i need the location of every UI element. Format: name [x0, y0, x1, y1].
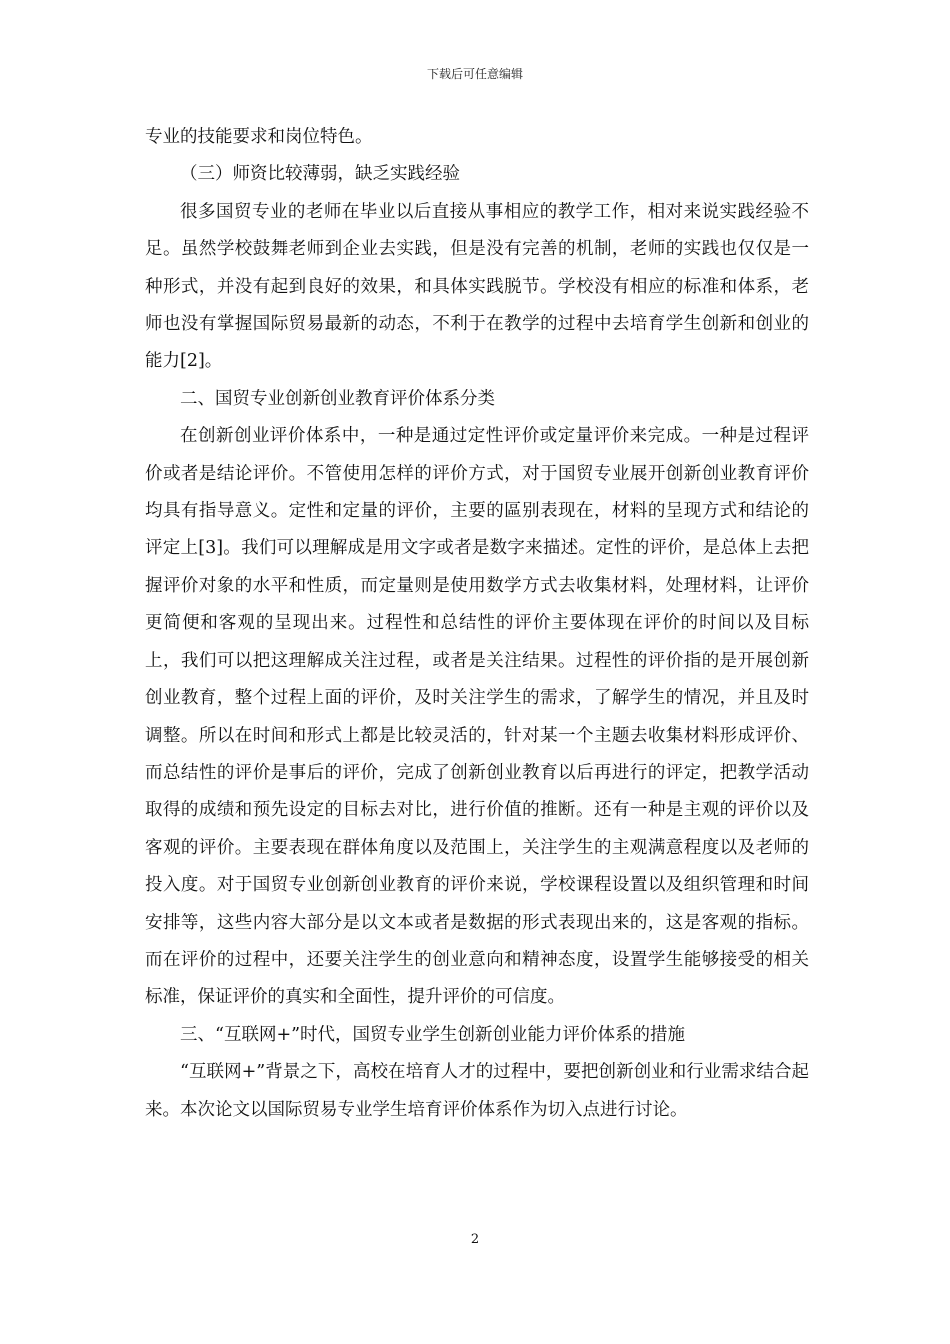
section-heading-3: （三）师资比较薄弱，缺乏实践经验: [180, 164, 460, 185]
paragraph-evaluation-types: 在创新创业评价体系中，一种是通过定性评价或定量评价来完成。一种是过程评价或者是结论评价。不管使用怎样的评价方式，对于国贸专业展开创新创业教育评价均具有指导意义。定性和定量的评价，主要的區别表现在，材料的呈现方式和结论的评定上[3]。我们可以理解成是用文字或者是数字来描述。定性的评价，是总体上去把握评价对象的水平和性质，而定量则是使用数学方式去收集材料，处理材料，让评价更简便和客观的呈现出来。过程性和总结性的评价主要体现在评价的时间以及目标上，我们可以把这理解成关注过程，或者是关注结果。过程性的评价指的是开展创新创业教育，整个过程上面的评价，及时关注学生的需求，了解学生的情况，并且及时调整。所以在时间和形式上都是比较灵活的，针对某一个主题去收集材料形成评价、而总结性的评价是事后的评价，完成了创新创业教育以后再进行的评定，把教学活动取得的成绩和预先设定的目标去对比，进行价值的推断。还有一种是主观的评价以及客观的评价。主要表现在群体角度以及范围上，关注学生的主观满意程度以及老师的投入度。对于国贸专业创新创业教育的评价来说，学校课程设置以及组织管理和时间安排等，这些内容大部分是以文本或者是数据的形式表现出来的，这是客观的指标。而在评价的过程中，还要关注学生的创业意向和精神态度，设置学生能够接受的相关标准，保证评价的真实和全面性，提升评价的可信度。: [145, 426, 809, 1008]
page-number: 2: [470, 1232, 480, 1247]
paragraph-continuation: 专业的技能要求和岗位特色。: [145, 127, 373, 147]
paragraph-internet-plus: “互联网+”背景之下，高校在培育人才的过程中，要把创新创业和行业需求结合起来。本次论文以国际贸易专业学生培育评价体系作为切入点进行讨论。: [145, 1062, 809, 1120]
section-heading-3-measures: 三、“互联网+”时代，国贸专业学生创新创业能力评价体系的措施: [180, 1024, 686, 1045]
page-header: 下载后可任意编辑: [426, 67, 523, 81]
section-heading-2: 二、国贸专业创新创业教育评价体系分类: [180, 388, 495, 409]
paragraph-faculty: 很多国贸专业的老师在毕业以后直接从事相应的教学工作，相对来说实践经验不足。虽然学校鼓舞老师到企业去实践，但是没有完善的机制，老师的实践也仅仅是一种形式，并没有起到良好的效果，和具体实践脱节。学校没有相应的标准和体系，老师也没有掌握国际贸易最新的动态，不利于在教学的过程中去培育学生创新和创业的能力[2]。: [145, 201, 809, 372]
document-body: [145, 119, 809, 1129]
